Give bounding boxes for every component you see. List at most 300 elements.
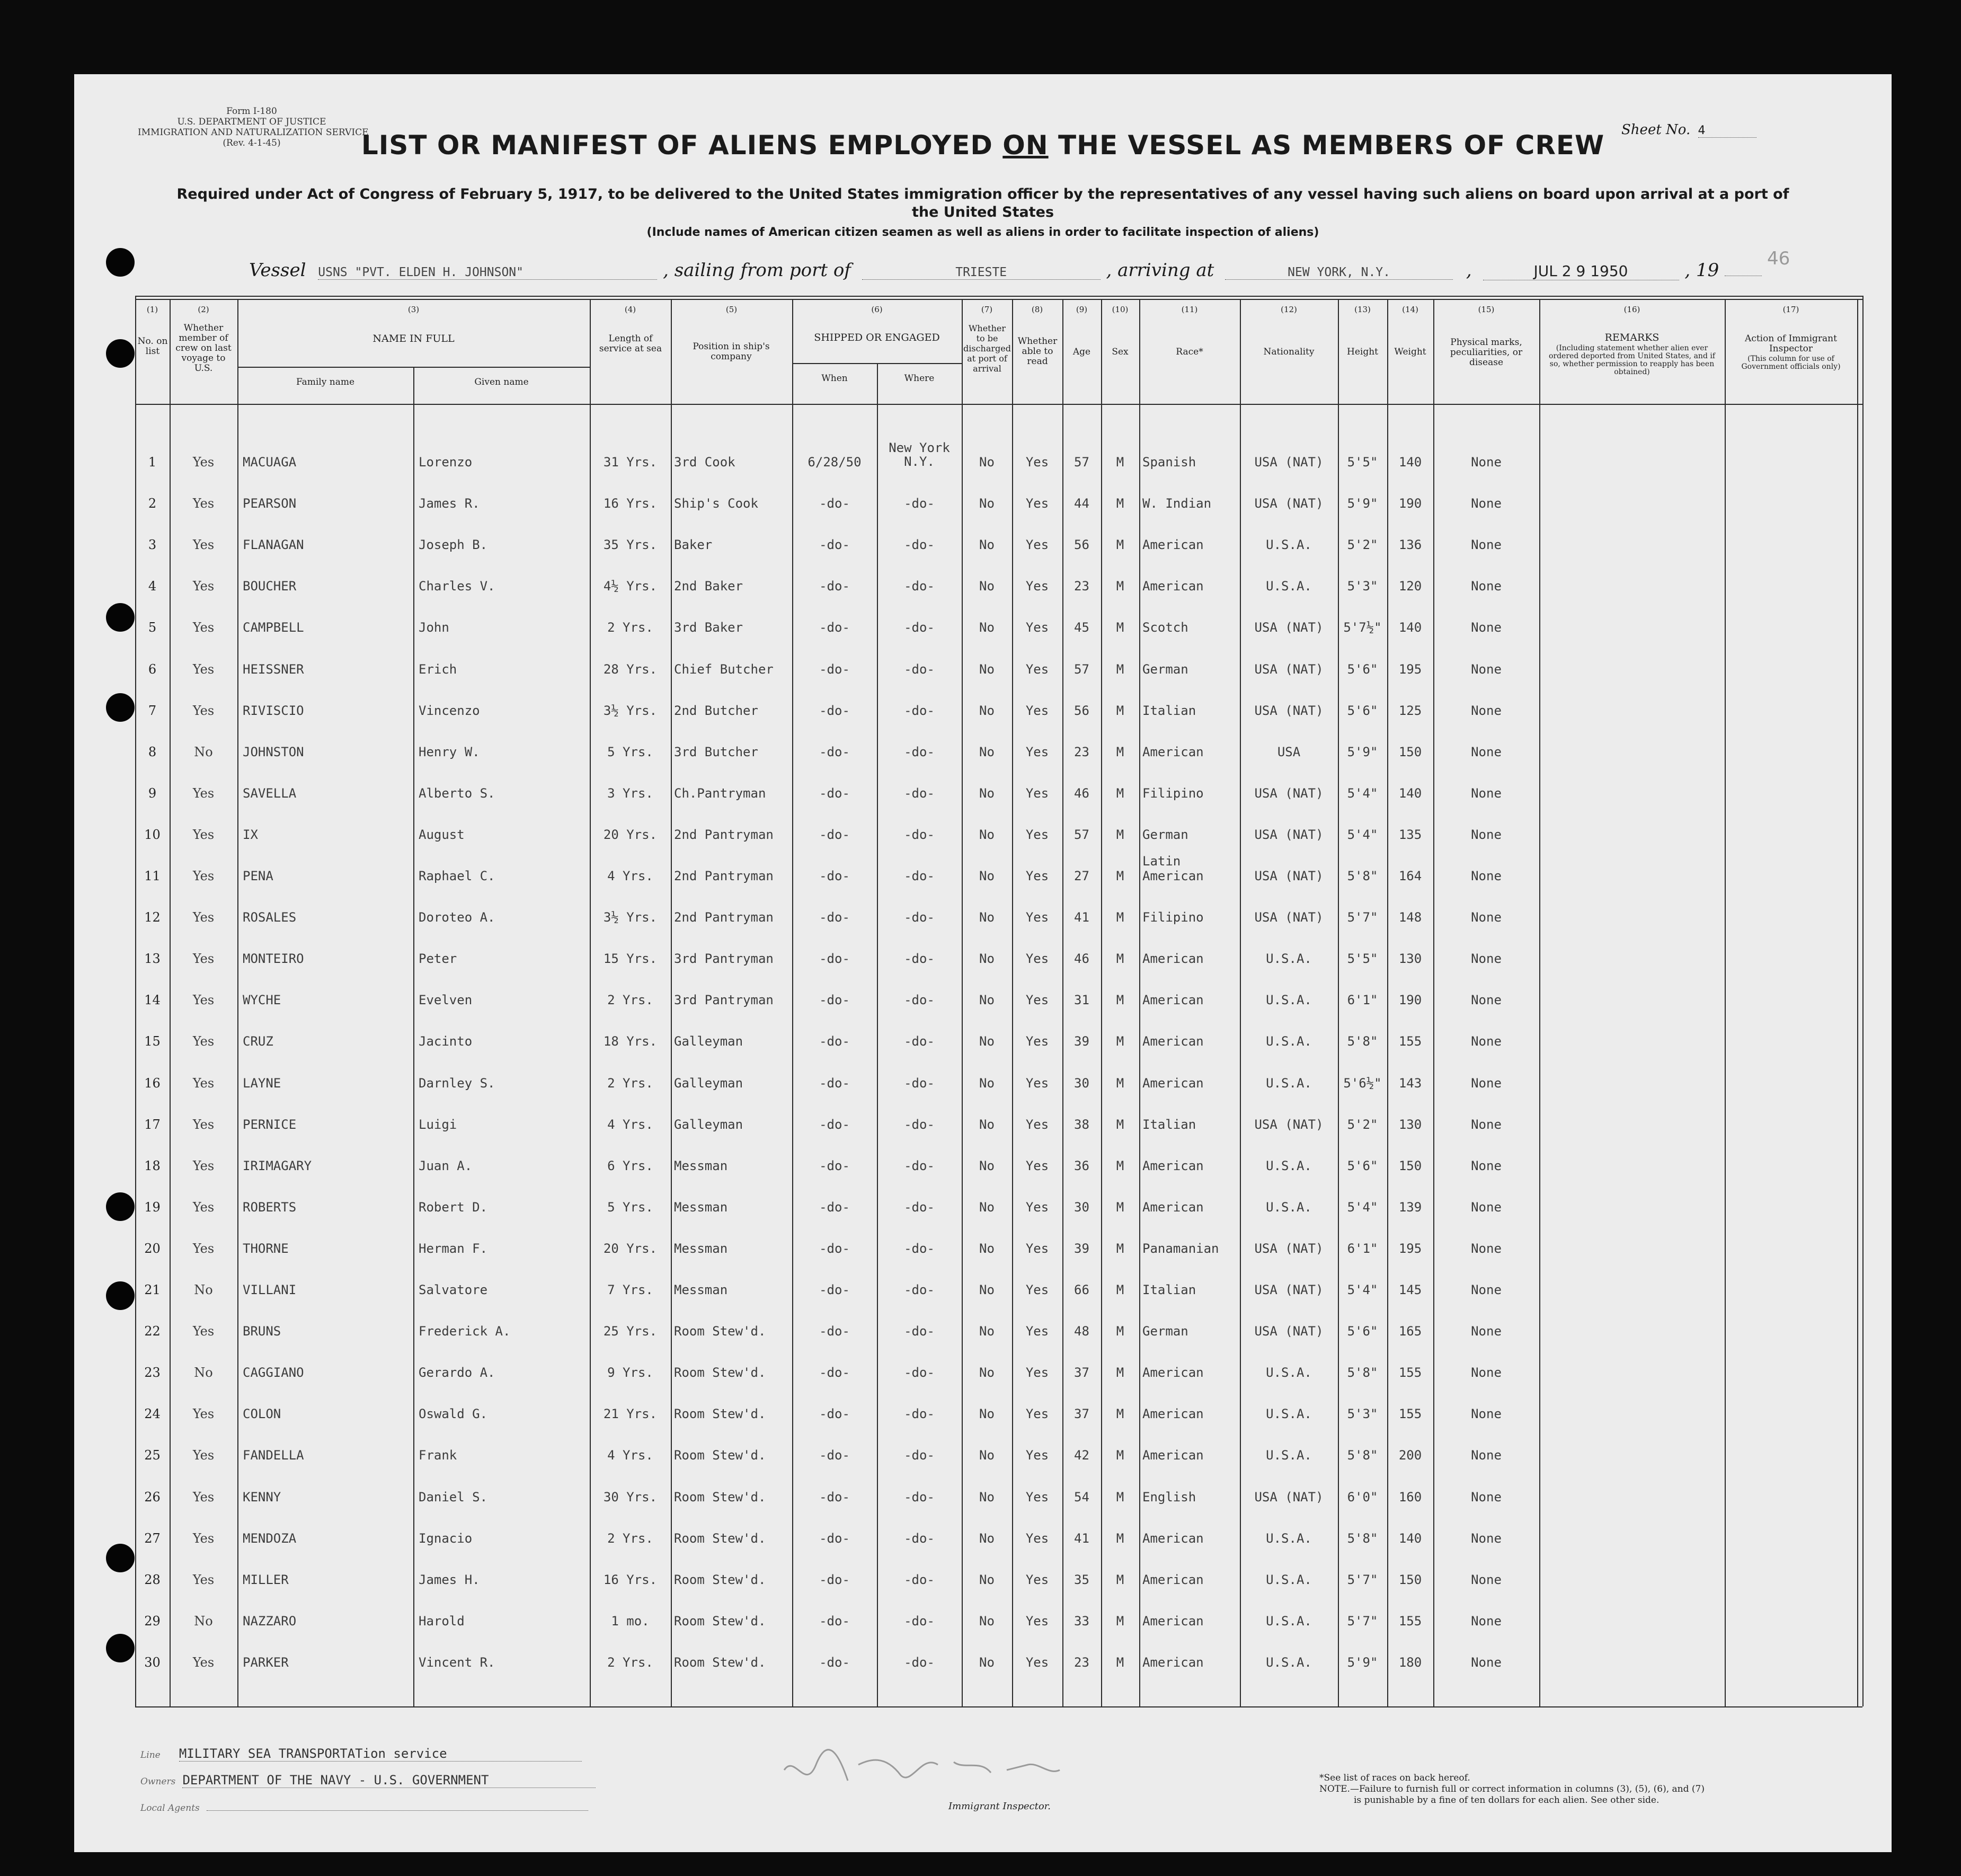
footer-agents-row [140, 1803, 588, 1813]
cell-position: 2nd Pantryman [674, 827, 774, 842]
cell-crew-last-voyage: Yes [192, 662, 215, 677]
cell-given-name: Henry W. [419, 745, 480, 759]
cell-sex: M [1116, 827, 1124, 842]
cell-length-of-service: 5 Yrs. [607, 1200, 653, 1215]
cell-crew-last-voyage: Yes [192, 1117, 215, 1132]
cell-row-number: 25 [144, 1448, 161, 1463]
cell-position: 2nd Baker [674, 579, 743, 594]
cell-shipped-where: -do- [904, 703, 935, 718]
header-height: Height [1347, 347, 1378, 357]
cell-row-number: 17 [144, 1117, 161, 1132]
cell-position: Galleyman [674, 1117, 743, 1132]
cell-length-of-service: 31 Yrs. [603, 455, 658, 470]
table-bottom-rule [135, 1706, 1862, 1707]
cell-shipped-when: -do- [819, 1614, 850, 1629]
cell-sex: M [1116, 910, 1124, 925]
cell-discharged: No [979, 1034, 995, 1049]
cell-row-number: 27 [144, 1531, 161, 1546]
cell-position: Ship's Cook [674, 496, 758, 511]
cell-nationality: U.S.A. [1266, 1158, 1312, 1173]
cell-able-to-read: Yes [1025, 786, 1049, 801]
col-num-10: (10) [1112, 305, 1129, 314]
cell-age: 56 [1074, 537, 1089, 552]
cell-length-of-service: 9 Yrs. [607, 1365, 653, 1380]
cell-shipped-when: -do- [819, 1406, 850, 1421]
cell-discharged: No [979, 579, 995, 594]
col-num-14: (14) [1402, 305, 1418, 314]
cell-family-name: VILLANI [243, 1282, 297, 1297]
cell-shipped-when: -do- [819, 579, 850, 594]
cell-able-to-read: Yes [1025, 1448, 1049, 1463]
cell-crew-last-voyage: Yes [192, 1076, 215, 1091]
cell-age: 44 [1074, 496, 1089, 511]
cell-discharged: No [979, 745, 995, 759]
cell-nationality: USA (NAT) [1254, 910, 1324, 925]
cell-weight: 140 [1398, 620, 1422, 635]
cell-able-to-read: Yes [1025, 1241, 1049, 1256]
table-top-rule-2 [135, 299, 1862, 300]
cell-row-number: 10 [144, 827, 161, 842]
cell-physical-marks: None [1471, 1324, 1502, 1339]
owners-value: DEPARTMENT OF THE NAVY - U.S. GOVERNMENT [182, 1773, 596, 1788]
cell-row-number: 11 [144, 869, 161, 883]
cell-shipped-where: -do- [904, 1572, 935, 1587]
cell-shipped-when: -do- [819, 1200, 850, 1215]
cell-shipped-when: -do- [819, 786, 850, 801]
cell-family-name: CAGGIANO [243, 1365, 304, 1380]
cell-nationality: USA (NAT) [1254, 1324, 1324, 1339]
cell-sex: M [1116, 1117, 1124, 1132]
cell-crew-last-voyage: Yes [192, 786, 215, 801]
cell-age: 27 [1074, 869, 1089, 883]
cell-crew-last-voyage: Yes [192, 910, 215, 925]
cell-row-number: 3 [148, 537, 157, 552]
cell-race: American [1142, 1034, 1204, 1049]
cell-age: 30 [1074, 1200, 1089, 1215]
header-race: Race* [1176, 347, 1203, 357]
header-no-on-list: No. on list [137, 336, 168, 357]
cell-sex: M [1116, 1365, 1124, 1380]
cell-nationality: USA (NAT) [1254, 1241, 1324, 1256]
cell-length-of-service: 20 Yrs. [603, 827, 658, 842]
cell-sex: M [1116, 786, 1124, 801]
cell-age: 23 [1074, 1655, 1089, 1670]
cell-race: American [1142, 1448, 1204, 1463]
binder-hole [106, 603, 135, 632]
cell-family-name: THORNE [243, 1241, 289, 1256]
cell-able-to-read: Yes [1025, 1076, 1049, 1091]
cell-shipped-where: -do- [904, 1034, 935, 1049]
cell-discharged: No [979, 786, 995, 801]
cell-weight: 155 [1398, 1406, 1422, 1421]
cell-height: 5'8" [1347, 1365, 1378, 1380]
title-part-1: LIST OR MANIFEST OF ALIENS EMPLOYED [361, 130, 1003, 161]
cell-row-number: 5 [148, 620, 157, 635]
col-rule [1862, 296, 1864, 1706]
cell-shipped-where: -do- [904, 951, 935, 966]
cell-position: Messman [674, 1200, 728, 1215]
page-subtitle: Required under Act of Congress of February 5, 1917, to be delivered to the United States immigration officer by the representatives of any vessel having such aliens on board upon arrival at a port of the United States [176, 186, 1789, 220]
cell-family-name: ROBERTS [243, 1200, 297, 1215]
cell-age: 41 [1074, 1531, 1089, 1546]
cell-given-name: Oswald G. [419, 1406, 488, 1421]
binder-hole [106, 1634, 135, 1662]
cell-given-name: James R. [419, 496, 480, 511]
cell-nationality: U.S.A. [1266, 1614, 1312, 1629]
cell-able-to-read: Yes [1025, 537, 1049, 552]
cell-crew-last-voyage: Yes [192, 869, 215, 883]
cell-height: 5'6" [1347, 1158, 1378, 1173]
cell-family-name: CAMPBELL [243, 620, 304, 635]
cell-row-number: 30 [144, 1655, 161, 1670]
cell-shipped-when: -do- [819, 703, 850, 718]
cell-length-of-service: 5 Yrs. [607, 745, 653, 759]
cell-able-to-read: Yes [1025, 827, 1049, 842]
binder-hole [106, 1281, 135, 1310]
cell-weight: 195 [1398, 662, 1422, 677]
col-rule [413, 367, 414, 1706]
cell-position: 3rd Baker [674, 620, 743, 635]
cell-shipped-where: -do- [904, 786, 935, 801]
cell-age: 39 [1074, 1034, 1089, 1049]
cell-able-to-read: Yes [1025, 1572, 1049, 1587]
cell-height: 5'4" [1347, 1282, 1378, 1297]
cell-given-name: August [419, 827, 465, 842]
cell-weight: 190 [1398, 993, 1422, 1007]
title-part-3: THE VESSEL AS MEMBERS OF CREW [1048, 130, 1605, 161]
cell-shipped-when: -do- [819, 1117, 850, 1132]
cell-given-name: Doroteo A. [419, 910, 495, 925]
cell-physical-marks: None [1471, 993, 1502, 1007]
cell-height: 5'7" [1347, 1614, 1378, 1629]
cell-race: Panamanian [1142, 1241, 1219, 1256]
manifest-sheet [74, 74, 1892, 1852]
cell-shipped-where: -do- [904, 1531, 935, 1546]
cell-race: American [1142, 1076, 1204, 1091]
cell-discharged: No [979, 1406, 995, 1421]
cell-length-of-service: 16 Yrs. [603, 496, 658, 511]
cell-height: 5'4" [1347, 786, 1378, 801]
header-inspector-note: (This column for use of Government officials only) [1741, 355, 1841, 371]
agents-value [207, 1810, 588, 1811]
header-remarks: REMARKS [1604, 332, 1660, 343]
cell-shipped-when: 6/28/50 [808, 455, 862, 470]
races-note: *See list of races on back hereof. [1319, 1773, 1470, 1783]
cell-weight: 164 [1398, 869, 1422, 883]
cell-race: German [1142, 827, 1188, 842]
cell-family-name: BRUNS [243, 1324, 281, 1339]
cell-sex: M [1116, 993, 1124, 1007]
cell-family-name: BOUCHER [243, 579, 297, 594]
cell-crew-last-voyage: Yes [192, 1655, 215, 1670]
header-nationality: Nationality [1263, 347, 1315, 357]
cell-able-to-read: Yes [1025, 1117, 1049, 1132]
col-rule [237, 299, 238, 1706]
cell-position: 2nd Butcher [674, 703, 758, 718]
cell-sex: M [1116, 1406, 1124, 1421]
cell-length-of-service: 15 Yrs. [603, 951, 658, 966]
cell-crew-last-voyage: Yes [192, 1531, 215, 1546]
cell-race: American [1142, 1572, 1204, 1587]
cell-family-name: PENA [243, 869, 273, 883]
cell-discharged: No [979, 1282, 995, 1297]
cell-position: Messman [674, 1241, 728, 1256]
footer-line-row [140, 1746, 582, 1762]
cell-age: 48 [1074, 1324, 1089, 1339]
cell-length-of-service: 18 Yrs. [603, 1034, 658, 1049]
cell-able-to-read: Yes [1025, 1614, 1049, 1629]
cell-position: Ch.Pantryman [674, 786, 766, 801]
cell-weight: 136 [1398, 537, 1422, 552]
binder-hole [106, 1192, 135, 1221]
cell-weight: 190 [1398, 496, 1422, 511]
year-label: , 19 [1684, 260, 1719, 281]
cell-position: Room Stew'd. [674, 1531, 766, 1546]
cell-shipped-where: -do- [904, 579, 935, 594]
form-number: Form I-180 [226, 106, 277, 117]
cell-crew-last-voyage: Yes [192, 993, 215, 1007]
cell-crew-last-voyage: Yes [192, 496, 215, 511]
owners-label: Owners [140, 1776, 176, 1787]
cell-row-number: 7 [148, 703, 157, 718]
cell-given-name: Joseph B. [419, 537, 488, 552]
cell-height: 6'1" [1347, 993, 1378, 1007]
col-rule [1139, 299, 1140, 1706]
col-num-2: (2) [198, 305, 209, 314]
cell-shipped-where: -do- [904, 745, 935, 759]
cell-weight: 200 [1398, 1448, 1422, 1463]
cell-position: 3rd Butcher [674, 745, 758, 759]
cell-weight: 165 [1398, 1324, 1422, 1339]
cell-family-name: IRIMAGARY [243, 1158, 312, 1173]
cell-given-name: Alberto S. [419, 786, 495, 801]
cell-discharged: No [979, 1365, 995, 1380]
cell-physical-marks: None [1471, 1490, 1502, 1505]
cell-crew-last-voyage: No [194, 745, 213, 759]
cell-length-of-service: 2 Yrs. [607, 1655, 653, 1670]
cell-height: 5'7" [1347, 910, 1378, 925]
service-name: IMMIGRATION AND NATURALIZATION SERVICE [138, 127, 369, 138]
cell-height: 5'3" [1347, 579, 1378, 594]
col-rule [1725, 299, 1726, 1706]
page-subnote: (Include names of American citizen seamen as well as aliens in order to facilitate inspection of aliens) [646, 226, 1319, 239]
line-label: Line [140, 1750, 161, 1760]
cell-row-number: 18 [144, 1158, 161, 1173]
cell-physical-marks: None [1471, 745, 1502, 759]
agents-label: Local Agents [140, 1803, 200, 1813]
cell-sex: M [1116, 951, 1124, 966]
cell-crew-last-voyage: Yes [192, 1572, 215, 1587]
cell-given-name: Raphael C. [419, 869, 495, 883]
cell-crew-last-voyage: Yes [192, 1490, 215, 1505]
cell-sex: M [1116, 1531, 1124, 1546]
cell-nationality: USA (NAT) [1254, 1490, 1324, 1505]
cell-shipped-when: -do- [819, 1241, 850, 1256]
cell-sex: M [1116, 703, 1124, 718]
cell-weight: 150 [1398, 1158, 1422, 1173]
col-num-1: (1) [146, 305, 158, 314]
col-num-5: (5) [725, 305, 738, 314]
cell-physical-marks: None [1471, 1531, 1502, 1546]
col-num-9: (9) [1076, 305, 1088, 314]
cell-nationality: USA (NAT) [1254, 786, 1324, 801]
cell-given-name: Charles V. [419, 579, 495, 594]
cell-race: Italian [1142, 703, 1196, 718]
title-part-2: ON [1002, 130, 1049, 161]
cell-discharged: No [979, 1241, 995, 1256]
cell-physical-marks: None [1471, 1614, 1502, 1629]
cell-discharged: No [979, 1200, 995, 1215]
cell-shipped-when: -do- [819, 620, 850, 635]
cell-able-to-read: Yes [1025, 620, 1049, 635]
cell-weight: 140 [1398, 455, 1422, 470]
cell-given-name: Gerardo A. [419, 1365, 495, 1380]
vessel-value: USNS "PVT. ELDEN H. JOHNSON" [318, 266, 657, 280]
cell-row-number: 22 [144, 1324, 161, 1339]
cell-shipped-where: -do- [904, 496, 935, 511]
cell-discharged: No [979, 1490, 995, 1505]
cell-able-to-read: Yes [1025, 662, 1049, 677]
cell-age: 57 [1074, 827, 1089, 842]
cell-race: American [1142, 537, 1204, 552]
cell-length-of-service: 25 Yrs. [603, 1324, 658, 1339]
header-age: Age [1072, 347, 1091, 357]
cell-able-to-read: Yes [1025, 910, 1049, 925]
cell-crew-last-voyage: Yes [192, 827, 215, 842]
cell-race: American [1142, 951, 1204, 966]
col-num-8: (8) [1031, 305, 1043, 314]
cell-row-number: 15 [144, 1034, 161, 1049]
cell-crew-last-voyage: Yes [192, 1200, 215, 1215]
cell-sex: M [1116, 537, 1124, 552]
cell-physical-marks: None [1471, 951, 1502, 966]
cell-shipped-when: -do- [819, 1365, 850, 1380]
cell-crew-last-voyage: No [194, 1614, 213, 1629]
cell-physical-marks: None [1471, 537, 1502, 552]
cell-nationality: USA (NAT) [1254, 703, 1324, 718]
cell-shipped-where: -do- [904, 1448, 935, 1463]
cell-sex: M [1116, 1200, 1124, 1215]
cell-position: Galleyman [674, 1076, 743, 1091]
cell-length-of-service: 4½ Yrs. [603, 579, 658, 594]
cell-given-name: Darnley S. [419, 1076, 495, 1091]
cell-age: 66 [1074, 1282, 1089, 1297]
cell-height: 5'6" [1347, 703, 1378, 718]
cell-weight: 160 [1398, 1490, 1422, 1505]
cell-able-to-read: Yes [1025, 1365, 1049, 1380]
cell-physical-marks: None [1471, 910, 1502, 925]
cell-age: 57 [1074, 455, 1089, 470]
cell-physical-marks: None [1471, 1655, 1502, 1670]
cell-physical-marks: None [1471, 786, 1502, 801]
cell-discharged: No [979, 455, 995, 470]
cell-race: American [1142, 1531, 1204, 1546]
cell-race: German [1142, 1324, 1188, 1339]
cell-given-name: Frank [419, 1448, 457, 1463]
cell-discharged: No [979, 537, 995, 552]
cell-family-name: LAYNE [243, 1076, 281, 1091]
cell-length-of-service: 4 Yrs. [607, 1117, 653, 1132]
vessel-line: Vessel USNS "PVT. ELDEN H. JOHNSON" , sailing from port of TRIESTE , arriving at NEW YORK, N.Y. , JUL 2 9 1950 , 19 [249, 260, 1786, 286]
cell-age: 33 [1074, 1614, 1089, 1629]
cell-sex: M [1116, 496, 1124, 511]
cell-race: English [1142, 1490, 1196, 1505]
cell-age: 36 [1074, 1158, 1089, 1173]
cell-shipped-where: -do- [904, 1076, 935, 1091]
cell-able-to-read: Yes [1025, 1324, 1049, 1339]
cell-weight: 120 [1398, 579, 1422, 594]
cell-position: Messman [674, 1158, 728, 1173]
cell-given-name: Erich [419, 662, 457, 677]
cell-nationality: U.S.A. [1266, 1034, 1312, 1049]
cell-discharged: No [979, 620, 995, 635]
cell-given-name: Herman F. [419, 1241, 488, 1256]
cell-nationality: USA (NAT) [1254, 455, 1324, 470]
cell-race: Scotch [1142, 620, 1188, 635]
cell-family-name: FANDELLA [243, 1448, 304, 1463]
cell-position: Messman [674, 1282, 728, 1297]
cell-age: 46 [1074, 951, 1089, 966]
cell-row-number: 1 [148, 455, 157, 470]
cell-race: American [1142, 1614, 1204, 1629]
cell-able-to-read: Yes [1025, 1200, 1049, 1215]
cell-row-number: 14 [144, 993, 161, 1007]
cell-length-of-service: 3½ Yrs. [603, 910, 658, 925]
cell-race: American [1142, 1158, 1204, 1173]
cell-shipped-where: New York N.Y. [889, 440, 950, 469]
cell-age: 45 [1074, 620, 1089, 635]
cell-shipped-when: -do- [819, 537, 850, 552]
cell-sex: M [1116, 455, 1124, 470]
binder-hole [106, 693, 135, 722]
cell-age: 38 [1074, 1117, 1089, 1132]
sailing-label: , sailing from port of [663, 260, 851, 281]
cell-sex: M [1116, 662, 1124, 677]
cell-family-name: IX [243, 827, 258, 842]
cell-height: 5'2" [1347, 537, 1378, 552]
cell-physical-marks: None [1471, 1365, 1502, 1380]
cell-able-to-read: Yes [1025, 869, 1049, 883]
cell-race: Filipino [1142, 910, 1204, 925]
inspector-signature [763, 1733, 1134, 1802]
cell-physical-marks: None [1471, 1406, 1502, 1421]
cell-given-name: James H. [419, 1572, 480, 1587]
penalty-note-1: NOTE.—Failure to furnish full or correct information in columns (3), (5), (6), and (7) [1319, 1784, 1705, 1794]
cell-physical-marks: None [1471, 1200, 1502, 1215]
cell-sex: M [1116, 1282, 1124, 1297]
cell-discharged: No [979, 703, 995, 718]
cell-able-to-read: Yes [1025, 496, 1049, 511]
cell-nationality: U.S.A. [1266, 1448, 1312, 1463]
cell-height: 5'4" [1347, 1200, 1378, 1215]
cell-nationality: U.S.A. [1266, 1076, 1312, 1091]
cell-race: American [1142, 1200, 1204, 1215]
cell-given-name: Luigi [419, 1117, 457, 1132]
cell-length-of-service: 4 Yrs. [607, 869, 653, 883]
cell-row-number: 13 [144, 951, 161, 966]
cell-nationality: USA (NAT) [1254, 662, 1324, 677]
cell-nationality: U.S.A. [1266, 1572, 1312, 1587]
cell-shipped-when: -do- [819, 745, 850, 759]
cell-position: Room Stew'd. [674, 1614, 766, 1629]
cell-position: Room Stew'd. [674, 1490, 766, 1505]
cell-shipped-where: -do- [904, 1365, 935, 1380]
header-crew-last-voyage: Whether member of crew on last voyage to U.S. [175, 323, 232, 374]
cell-length-of-service: 28 Yrs. [603, 662, 658, 677]
cell-position: 3rd Pantryman [674, 951, 774, 966]
cell-crew-last-voyage: Yes [192, 1034, 215, 1049]
header-sex: Sex [1112, 347, 1129, 357]
